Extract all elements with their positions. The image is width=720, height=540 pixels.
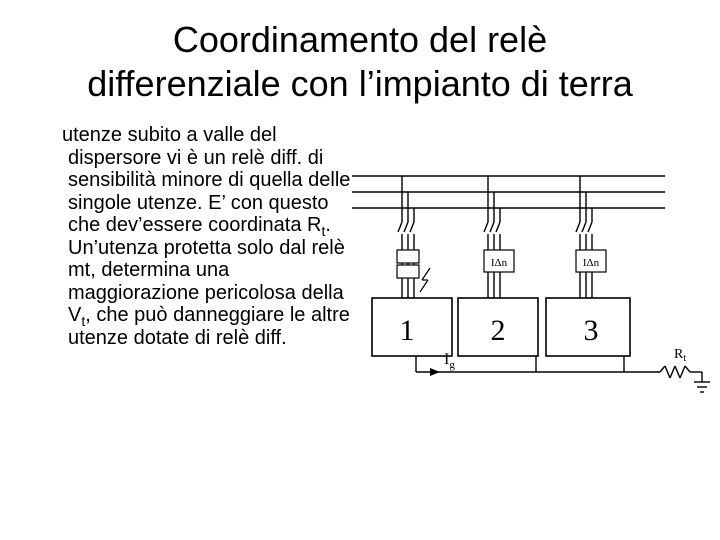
- paragraph-1-end: .: [325, 214, 331, 236]
- body-text: [62, 124, 353, 349]
- paragraph-1: [62, 124, 353, 239]
- resistor-label: $R_t$: [674, 347, 687, 364]
- paragraph-2: [68, 237, 353, 350]
- paragraph-2-text-a: Un’utenza protetta solo dal relè mt, determina una maggiorazione pericolosa della V: [68, 236, 345, 326]
- slide-title: [0, 18, 720, 106]
- feeder-3: [576, 176, 592, 298]
- paragraph-1-sub: t: [321, 223, 326, 239]
- current-arrow: [430, 368, 440, 376]
- load-box-3-label: 3: [583, 314, 599, 347]
- load-box-2-label: 2: [490, 314, 506, 347]
- ground-current-label: $I_g$: [444, 351, 455, 371]
- paragraph-2-text-b: , che può danneggiare le altre utenze dotate di relè diff.: [68, 304, 350, 349]
- feeder-2: [484, 176, 500, 298]
- paragraph-1-text: utenze subito a valle del dispersore vi è un relè diff. di sensibilità minore di quella delle singole utenze. E’ con questo che dev’essere coordinata R: [62, 124, 351, 236]
- circuit-diagram: [340, 150, 720, 410]
- relay-label-3: IΔn: [582, 257, 600, 269]
- feeder-1: [398, 176, 414, 298]
- title-line-2: differenziale con l’impianto di terra: [87, 63, 633, 104]
- bus-bars: [352, 176, 665, 208]
- load-box-1-label: 1: [399, 314, 415, 347]
- ground-conductor: [416, 356, 710, 392]
- title-line-1: Coordinamento del relè: [172, 19, 548, 60]
- paragraph-2-sub: t: [81, 313, 86, 329]
- relay-label-2: IΔn: [490, 257, 508, 269]
